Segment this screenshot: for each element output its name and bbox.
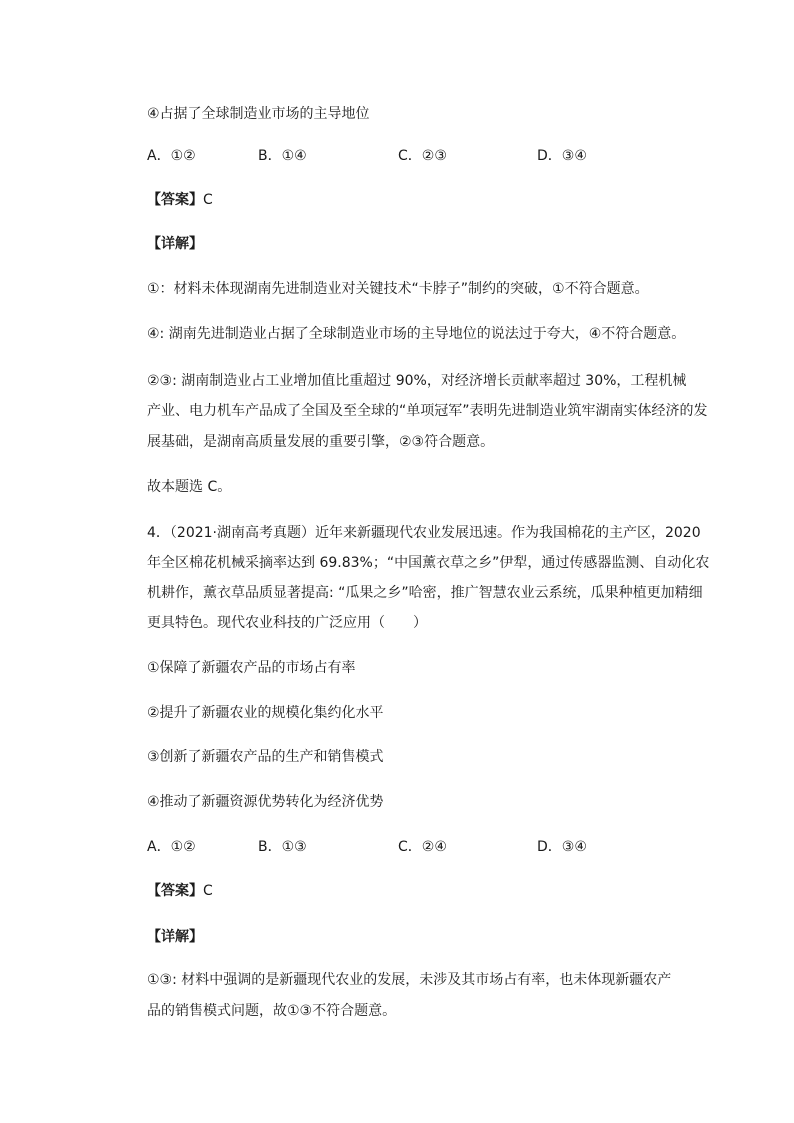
q4-option-c: C．②④: [398, 839, 447, 855]
q3-options: [147, 146, 607, 166]
q4-stem-line-3: 机耕作，薰衣草品质显著提高: “瓜果之乡”哈密，推广智慧农业云系统，瓜果种植更加精细: [147, 585, 703, 601]
q3-answer: [147, 190, 213, 210]
q3-answer-label: 【答案】: [147, 192, 203, 208]
q3-option-b: B．①④: [258, 148, 307, 164]
q3-option-c: C．②③: [398, 148, 447, 164]
q3-item-4: ④占据了全球制造业市场的主导地位: [147, 106, 370, 122]
q4-stem-line-1: 4．（2021·湖南高考真题）近年来新疆现代农业发展迅速。作为我国棉花的主产区，2020: [147, 525, 701, 541]
q3-option-d: D．③④: [537, 148, 587, 164]
q4-item-2: ②提升了新疆农业的规模化集约化水平: [147, 705, 384, 721]
q4-explanation-1-line-1: ①③: 材料中强调的是新疆现代农业的发展，未涉及其市场占有率，也未体现新疆农产: [147, 972, 672, 988]
q4-answer-value: C: [203, 883, 213, 899]
q4-detail-label: 【详解】: [147, 929, 203, 945]
q3-explanation-2: ④: 湖南先进制造业占据了全球制造业市场的主导地位的说法过于夸大，④不符合题意。: [147, 326, 686, 342]
q4-item-3: ③创新了新疆农产品的生产和销售模式: [147, 749, 384, 765]
q3-option-a: A．①②: [147, 148, 196, 164]
q3-explanation-1: ①：材料未体现湖南先进制造业对关键技术“卡脖子”制约的突破，①不符合题意。: [147, 281, 649, 297]
q4-item-1: ①保障了新疆农产品的市场占有率: [147, 660, 356, 676]
q4-stem-line-2: 年全区棉花机械采摘率达到 69.83%；“中国薰衣草之乡”伊犁，通过传感器监测、自动化农: [147, 555, 710, 571]
q3-explanation-3-line-1: ②③: 湖南制造业占工业增加值比重超过 90%，对经济增长贡献率超过 30%，工程机械: [147, 373, 687, 389]
q3-answer-value: C: [203, 192, 213, 208]
q3-detail-label: 【详解】: [147, 236, 203, 252]
q3-explanation-3-line-3: 展基础，是湖南高质量发展的重要引擎，②③符合题意。: [147, 434, 495, 450]
q4-stem-line-4: 更具特色。现代农业科技的广泛应用（ ）: [147, 615, 427, 631]
q3-explanation-3-line-2: 产业、电力机车产品成了全国及至全球的“单项冠军”表明先进制造业筑牢湖南实体经济的发: [147, 403, 708, 419]
q4-explanation-1-line-2: 品的销售模式问题，故①③不符合题意。: [147, 1003, 397, 1019]
q4-answer: [147, 881, 213, 901]
q4-option-b: B．①③: [258, 839, 307, 855]
q4-item-4: ④推动了新疆资源优势转化为经济优势: [147, 794, 384, 810]
q4-option-d: D．③④: [537, 839, 587, 855]
q4-option-a: A．①②: [147, 839, 196, 855]
q3-conclusion: 故本题选 C。: [147, 479, 232, 495]
q4-answer-label: 【答案】: [147, 883, 203, 899]
q4-options: [147, 837, 607, 857]
